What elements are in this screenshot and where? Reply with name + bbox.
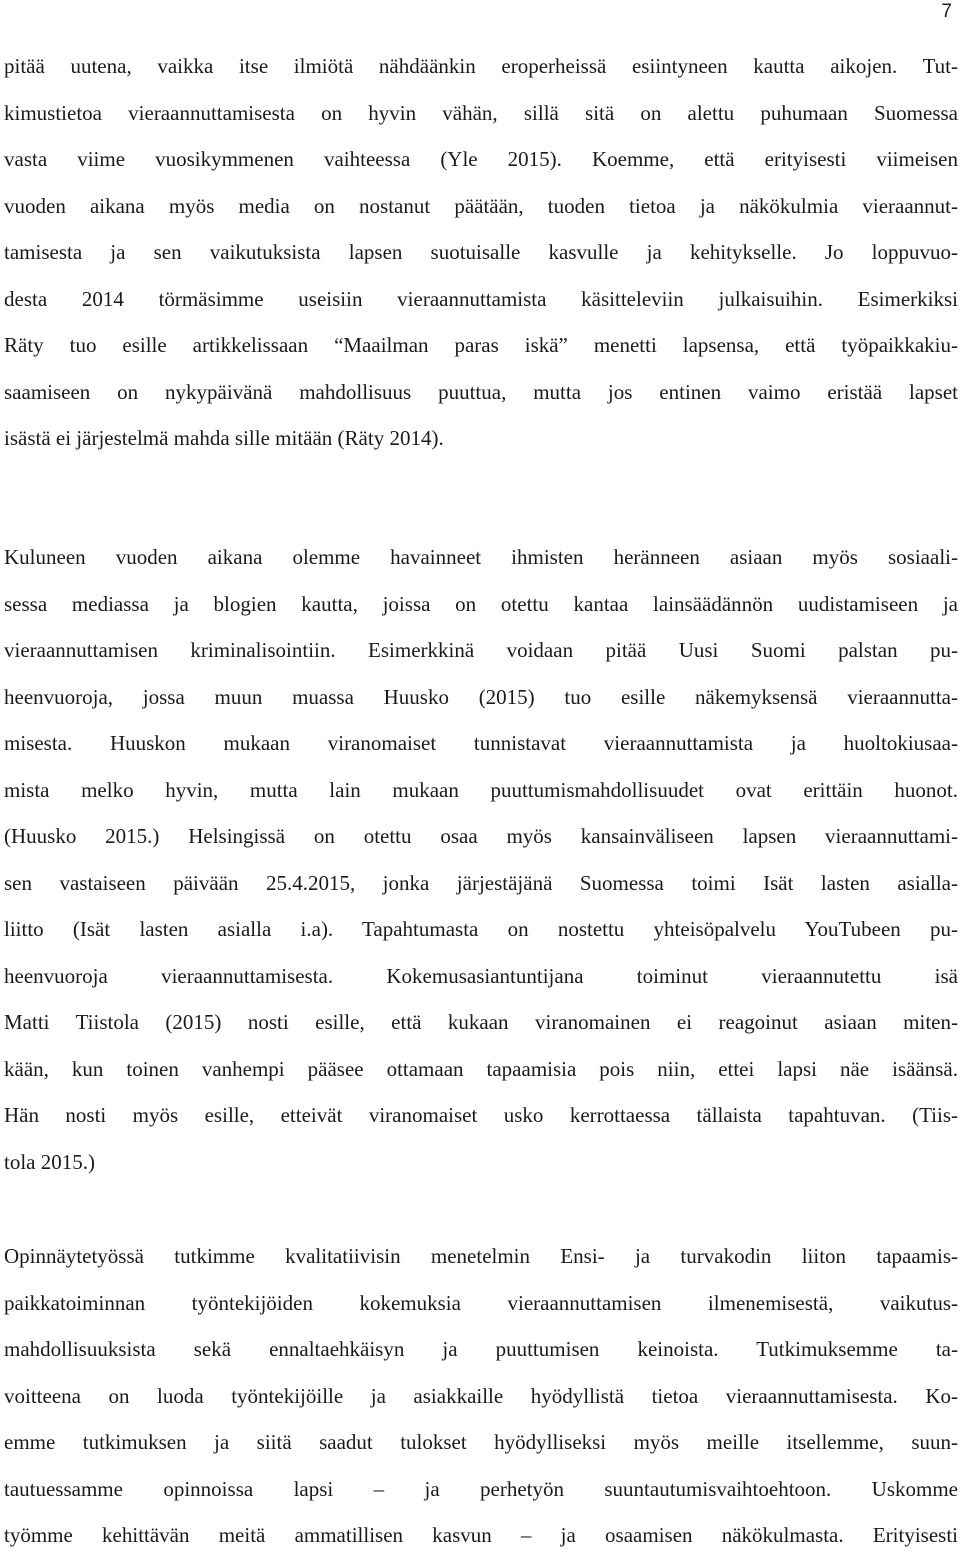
text-line: saamiseen on nykypäivänä mahdollisuus puuttua, mutta jos entinen vaimo eristää lapset: [4, 379, 958, 404]
text-line: desta 2014 törmäsimme useisiin vieraannuttamista käsitteleviin julkaisuihin. Esimerkiksi: [4, 286, 958, 311]
paragraph-3: [4, 1233, 958, 1559]
text-line: Hän nosti myös esille, etteivät viranomaiset usko kerrottaessa tällaista tapahtuvan. (Tiis-: [4, 1103, 958, 1127]
text-line: tola 2015.): [4, 1149, 95, 1174]
text-line: vuoden aikana myös media on nostanut päätään, tuoden tietoa ja näkökulmia vieraannut-: [4, 193, 958, 218]
text-line: heenvuoroja vieraannuttamisesta. Kokemusasiantuntijana toiminut vieraannutettu isä: [4, 963, 958, 988]
paragraph-2: [4, 534, 958, 1185]
text-line: työmme kehittävän meitä ammatillisen kasvun – ja osaamisen näkökulmasta. Erityisesti: [4, 1523, 958, 1547]
text-line: pitää uutena, vaikka itse ilmiötä nähdäänkin eroperheissä esiintyneen kautta aikojen. Tut-: [4, 54, 958, 78]
text-line: heenvuoroja, jossa muun muassa Huusko (2015) tuo esille näkemyksensä vieraannutta-: [4, 684, 958, 709]
text-line: vieraannuttamisen kriminalisointiin. Esimerkkinä voidaan pitää Uusi Suomi palstan pu-: [4, 638, 958, 662]
text-line: sessa mediassa ja blogien kautta, joissa on otettu kantaa lainsäädännön uudistamiseen ja: [4, 591, 958, 616]
text-line: paikkatoiminnan työntekijöiden kokemuksia vieraannuttamisen ilmenemisestä, vaikutus-: [4, 1290, 958, 1315]
text-line: Opinnäytetyössä tutkimme kvalitatiivisin menetelmin Ensi- ja turvakodin liiton tapaamis-: [4, 1244, 958, 1268]
text-line: tautuessamme opinnoissa lapsi – ja perhetyön suuntautumisvaihtoehtoon. Uskomme: [4, 1476, 958, 1501]
text-line: vasta viime vuosikymmenen vaihteessa (Yle 2015). Koemme, että erityisesti viimeisen: [4, 147, 958, 171]
text-line: Kuluneen vuoden aikana olemme havainneet ihmisten heränneen asiaan myös sosiaali-: [4, 545, 958, 569]
text-line: Räty tuo esille artikkelissaan “Maailman paras iskä” menetti lapsensa, että työpaikkakiu-: [4, 333, 958, 357]
text-line: liitto (Isät lasten asialla i.a). Tapahtumasta on nostettu yhteisöpalvelu YouTubeen pu-: [4, 917, 958, 941]
text-line: voitteena on luoda työntekijöille ja asiakkaille hyödyllistä tietoa vieraannuttamisesta. Ko-: [4, 1383, 958, 1408]
text-line: kään, kun toinen vanhempi pääsee ottamaan tapaamisia pois niin, ettei lapsi näe isäänsä.: [4, 1056, 958, 1081]
text-line: tamisesta ja sen vaikutuksista lapsen suotuisalle kasvulle ja kehitykselle. Jo loppuvuo-: [4, 240, 958, 264]
text-line: kimustietoa vieraannuttamisesta on hyvin vähän, sillä sitä on alettu puhumaan Suomessa: [4, 100, 958, 125]
text-line: Matti Tiistola (2015) nosti esille, että kukaan viranomainen ei reagoinut asiaan miten-: [4, 1010, 958, 1034]
text-line: misesta. Huuskon mukaan viranomaiset tunnistavat vieraannuttamista ja huoltokiusaa-: [4, 731, 958, 755]
text-line: (Huusko 2015.) Helsingissä on otettu osaa myös kansainväliseen lapsen vieraannuttami-: [4, 824, 958, 848]
text-line: mista melko hyvin, mutta lain mukaan puuttumismahdollisuudet ovat erittäin huonot.: [4, 777, 958, 802]
text-line: emme tutkimuksen ja siitä saadut tulokset hyödylliseksi myös meille itsellemme, suun-: [4, 1430, 958, 1454]
paragraph-1: [4, 43, 958, 462]
page-number: 7: [941, 1, 952, 22]
text-line: sen vastaiseen päivään 25.4.2015, jonka järjestäjänä Suomessa toimi Isät lasten asialla-: [4, 870, 958, 895]
text-line: isästä ei järjestelmä mahda sille mitään (Räty 2014).: [4, 426, 444, 450]
text-line: mahdollisuuksista sekä ennaltaehkäisyn ja puuttumisen keinoista. Tutkimuksemme ta-: [4, 1337, 958, 1361]
